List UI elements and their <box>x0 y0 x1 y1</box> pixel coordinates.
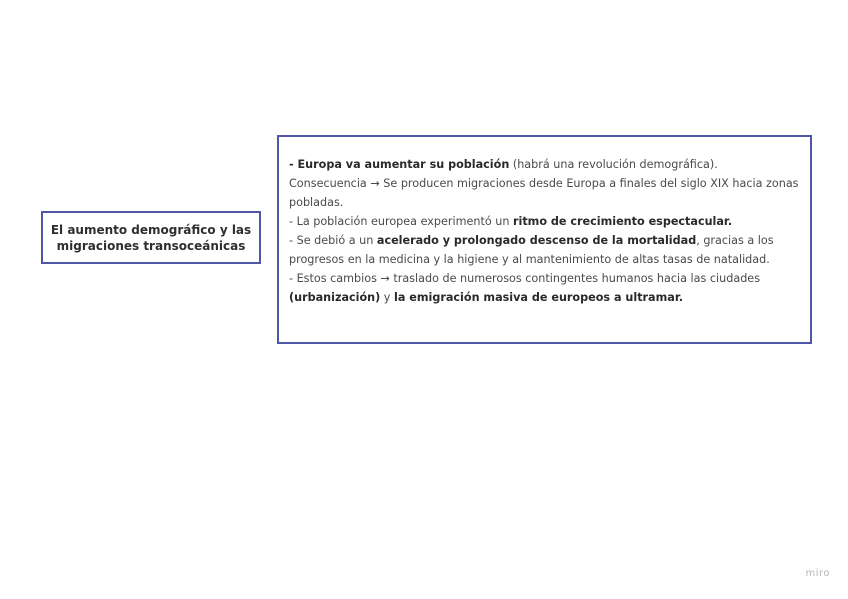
details-line-5-text: - Estos cambios → traslado de numerosos contingentes humanos hacia las ciudades <box>289 272 761 285</box>
details-line-4-text: - Se debió a un <box>289 234 377 247</box>
details-line-4-text-end: , gracias a los progresos en la medicina y la higiene y al mantenimiento de altas tasas de natalidad. <box>289 234 774 266</box>
details-line-4-bold: acelerado y prolongado descenso de la mortalidad <box>376 234 697 247</box>
topic-title: El aumento demográfico y las migraciones transoceánicas <box>50 222 252 253</box>
details-line-3-bold: ritmo de crecimiento espectacular. <box>512 215 733 228</box>
miro-watermark: miro <box>805 568 830 579</box>
details-line-2-text: Consecuencia → Se producen migraciones desde Europa a finales del siglo XIX hacia zonas pobladas. <box>289 177 799 209</box>
details-node[interactable] <box>277 135 812 344</box>
details-line-1-bold: - Europa va aumentar su población <box>289 158 510 171</box>
details-line-1-text: (habrá una revolución demográfica). <box>509 158 718 171</box>
details-line-5 <box>289 269 800 307</box>
details-line-3 <box>289 212 800 231</box>
details-line-5-bold: (urbanización) <box>289 291 381 304</box>
details-line-3-text: - La población europea experimentó un <box>289 215 513 228</box>
topic-node[interactable] <box>41 211 261 264</box>
details-line-4 <box>289 231 800 269</box>
details-line-6-bold: la emigración masiva de europeos a ultramar. <box>393 291 683 304</box>
details-line-2 <box>289 174 800 212</box>
details-line-5-text-end: y <box>380 291 394 304</box>
details-line-1 <box>289 155 800 174</box>
